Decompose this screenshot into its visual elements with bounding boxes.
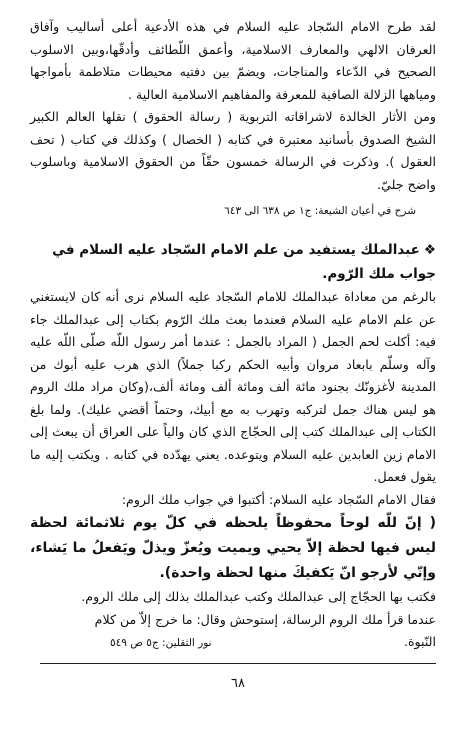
closing-line-2: عندما قرأ ملك الروم الرسالة، إستوحش وقال: ما خرج إلاّ من كلام [94, 611, 436, 627]
section-heading [30, 238, 436, 286]
bullet-icon: ❖ [423, 242, 436, 258]
page-number: ٦٨ [231, 676, 245, 691]
reply-intro: فقال الامام السّجاد عليه السلام: أكتبوا في جواب ملك الروم: [121, 491, 436, 507]
section-footnote: نور الثقلين: ج٥ ص ٥٤٩ [110, 637, 212, 649]
imam-quote: ( إنّ للّه لوحاً محفوظاً يلحظه في كلّ يوم ثلاثمائة لحظة ليس فيها لحظة إلاّ يحيي ويميت ويُعزّ ويذلّ ويَفعلُ ما يَشاء، وإنّي لأرجو انّ يَكفيكَ منها لحظة واحدة). [30, 515, 436, 581]
intro-footnote: شرح في أعيان الشيعة: ج١ ص ٦٣٨ الى ٦٤٣ [224, 205, 416, 217]
section-body: بالرغم من معاداة عبدالملك للامام السّجاد عليه السلام نرى أنه كان لايستغني عن علم الامام عليه السلام فعندما بعث ملك الرّوم بكتاب إلى عبدالملك جاء فيه: أكلت لحم الجمل ( المراد بالجمل : عندما أمر رسول اللّه صلّى اللّه عليه وآله وسلّم بابعاد مروان وأبيه الحكم ركبا جملاً) الذي هرب عليه أبوك من المدينة لأغزونّك بجنود مائة ألف ومائة ألف ومائة ألف،(وكان مراد ملك الروم هو ليس هناك جمل لتركبه وتهرب به مع أبيك، وحتماً أقضي عليك). ولما بلغ الكتاب إلى عبدالملك كتب إلى الحجّاج الذي كان والياً على العراق أن يبعث إلى الامام زين العابدين عليه السلام ويتوعده. يعني يهدّده في كتابه . ويكتب إليه ما يقول فعمل. [30, 289, 436, 484]
footer-rule [40, 663, 436, 664]
intro-paragraph-1: لقد طرح الامام السّجاد عليه السلام في هذه الأدعية أعلى أساليب وآفاق العرفان الالهي والمعارف الاسلامية، وأعمق اللّطائف وأدقّها،وبين الاسلوب الصحيح في الدّعاء والمناجات، ويضمّ بين دفتيه محيطات متلاطمة بأمواجها ومياهها الزلالة الصافية للمعرفة والمفاهيم الاسلامية العالية . [30, 19, 436, 102]
intro-paragraph-2: ومن الأثار الخالدة لاشراقاته التربوية ( رسالة الحقوق ) نقلها العالم الكبير الشيخ الصدوق بأسانيد معتبرة في كتابه ( الخصال ) وكذلك في كتاب ( تحف العقول ). وذكرت في الرسالة خمسون حقّاً من الحقوق الاسلامية وباسلوب واضح جليّ. [30, 109, 436, 192]
closing-line-3: النّبوة. [403, 634, 436, 649]
section-heading-text: عبدالملك يستفيد من علم الامام السّجاد عليه السلام في جواب ملك الرّوم. [52, 242, 436, 282]
closing-line-1: فكتب بها الحجّاج إلى عبدالملك وكتب عبدالملك بذلك إلى ملك الروم. [81, 589, 436, 604]
abdulmalik-section [30, 238, 436, 655]
intro-section [30, 16, 436, 196]
